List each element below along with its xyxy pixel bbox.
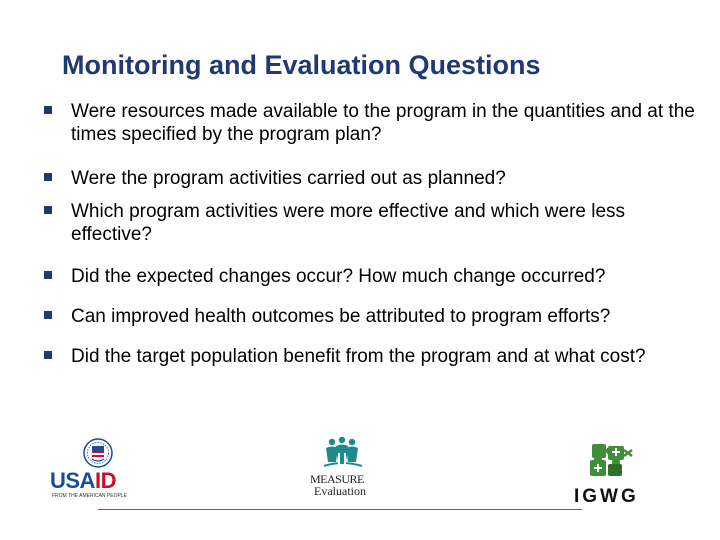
- measure-subtitle: Evaluation: [314, 484, 366, 498]
- igwg-wordmark: IGWG: [574, 486, 639, 507]
- usaid-seal-icon: [50, 438, 128, 472]
- bullet-item: [44, 345, 704, 368]
- usaid-word-a: USA: [50, 468, 95, 493]
- usaid-wordmark: [50, 468, 116, 494]
- usaid-tagline: FROM THE AMERICAN PEOPLE: [52, 493, 127, 499]
- bullet-marker-icon: [44, 206, 52, 214]
- people-figures-icon: [302, 436, 386, 474]
- bullet-item: [44, 305, 704, 328]
- bullet-text: Did the expected changes occur? How much change occurred?: [71, 266, 606, 287]
- measure-evaluation-logo: [302, 436, 386, 500]
- usaid-logo: [50, 438, 128, 500]
- bullet-marker-icon: [44, 173, 52, 181]
- bullet-item: [44, 265, 704, 288]
- bullet-marker-icon: [44, 311, 52, 319]
- bullet-list: [44, 100, 704, 368]
- bullet-marker-icon: [44, 271, 52, 279]
- bullet-text: Can improved health outcomes be attributed to program efforts?: [71, 306, 611, 327]
- bullet-marker-icon: [44, 106, 52, 114]
- bullet-item: [44, 167, 704, 190]
- puzzle-pieces-icon: [572, 442, 652, 484]
- bullet-text: Which program activities were more effective and which were less effective?: [71, 201, 626, 245]
- bullet-item: [44, 200, 704, 246]
- igwg-logo: [572, 442, 652, 506]
- slide-title: Monitoring and Evaluation Questions: [62, 50, 541, 80]
- bullet-item: [44, 100, 704, 146]
- measure-wordmark: MEASURE: [310, 472, 364, 486]
- usaid-word-b: ID: [94, 468, 116, 493]
- bullet-text: Were the program activities carried out as planned?: [71, 168, 506, 189]
- bullet-text: Were resources made available to the program in the quantities and at the times specified by the program plan?: [71, 101, 695, 145]
- bullet-marker-icon: [44, 351, 52, 359]
- bullet-text: Did the target population benefit from the program and at what cost?: [71, 346, 646, 367]
- footer-divider: [98, 509, 582, 510]
